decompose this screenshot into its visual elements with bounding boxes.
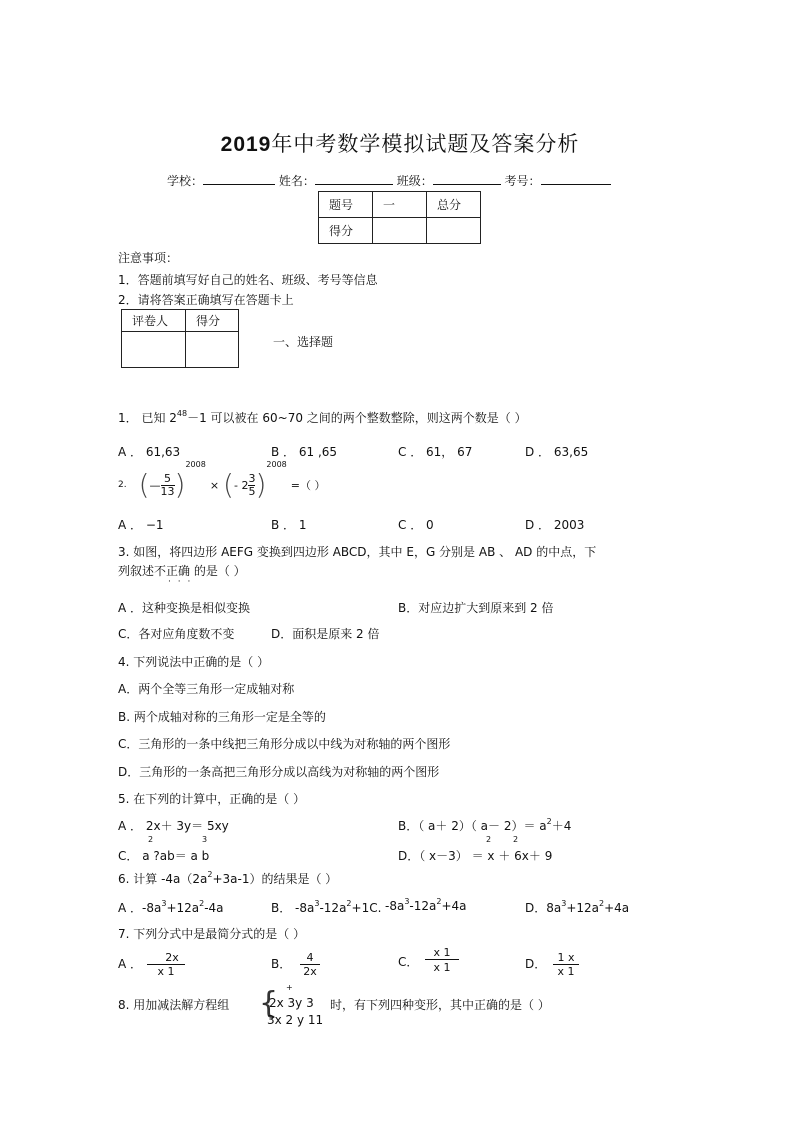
- q7-option-d-fraction: [553, 951, 579, 979]
- question-8-stem-pre: 8. 用加减法解方程组: [118, 998, 230, 1012]
- right-paren: ): [255, 468, 267, 501]
- q6-option-d[interactable]: [525, 899, 629, 916]
- q3-option-c[interactable]: C．各对应角度数不变: [118, 627, 235, 641]
- q5-option-a[interactable]: A ． 2x＋ 3y＝ 5xy: [118, 819, 229, 833]
- name-field[interactable]: [315, 172, 393, 185]
- q6-a-mid: +12a: [166, 901, 200, 915]
- q1-base: 2: [169, 411, 177, 425]
- q2-fraction-1-den: 13: [160, 484, 175, 498]
- q2-option-b[interactable]: B ． 1: [271, 518, 307, 532]
- q2-fraction-2-den: 5: [248, 484, 256, 498]
- system-equation-1: 2x 3y 3: [269, 996, 314, 1010]
- q2-option-d[interactable]: D ． 2003: [525, 518, 585, 532]
- plus-sign: +: [286, 983, 293, 992]
- q2-fraction-2-num: 3: [248, 471, 256, 485]
- superscript: 2: [546, 817, 552, 826]
- q7-option-a-label[interactable]: A ．: [118, 957, 143, 971]
- name-label: 姓名：: [278, 174, 315, 188]
- superscript: 2: [486, 835, 492, 844]
- q2-exponent-1: 2008: [185, 460, 206, 469]
- q6-a-pre: A ．-8a: [118, 901, 162, 915]
- notes-item: 2．请将答案正确填写在答题卡上: [118, 293, 294, 307]
- q7-option-b-fraction: [300, 951, 320, 979]
- q4-option-d[interactable]: D．三角形的一条高把三角形分成以高线为对称轴的两个图形: [118, 765, 440, 779]
- fraction-numerator: x 1: [433, 946, 451, 959]
- superscript: 2: [199, 899, 205, 908]
- superscript: 3: [202, 835, 208, 844]
- superscript: 2: [148, 835, 154, 844]
- q5-b-post: ＋4: [551, 819, 572, 833]
- fraction-denominator: x 1: [157, 965, 175, 978]
- q6-stem-post: +3a-1）的结果是（ ）: [212, 872, 338, 886]
- question-8-stem-post: 时，有下列四种变形，其中正确的是（ ）: [330, 998, 550, 1012]
- exam-no-field[interactable]: [541, 172, 611, 185]
- grader-table-header-cell: 得分: [186, 310, 239, 332]
- q2-option-c[interactable]: C ． 0: [398, 518, 434, 532]
- q6-option-b[interactable]: [271, 899, 381, 916]
- left-paren: (: [138, 468, 150, 501]
- q6-d-pre: D．8a: [525, 901, 562, 915]
- grader-table-header-cell: 评卷人: [122, 310, 186, 332]
- q1-option-a[interactable]: A ． 61,63: [118, 445, 181, 459]
- q2-fraction-2: [248, 473, 255, 498]
- score-table-cell[interactable]: [427, 218, 481, 244]
- q6-d-post: +4a: [604, 901, 630, 915]
- system-equation-2: 3x 2 y 11: [267, 1013, 324, 1027]
- score-table-header-cell: 总分: [427, 192, 481, 218]
- question-6-stem: [118, 870, 337, 887]
- score-table-cell[interactable]: [373, 218, 427, 244]
- question-4-stem: 4. 下列说法中正确的是（ ）: [118, 655, 270, 669]
- fraction-denominator: x 1: [557, 965, 575, 978]
- superscript: 2: [346, 899, 352, 908]
- q1-option-c[interactable]: C ． 61， 67: [398, 445, 473, 459]
- superscript: 2: [207, 870, 213, 879]
- page-title: [0, 128, 800, 158]
- q1-pre: 1． 已知: [118, 411, 166, 425]
- q7-option-a-fraction: [147, 951, 185, 979]
- question-2-stem: [118, 462, 325, 508]
- fraction-denominator: 2x: [303, 965, 317, 978]
- q6-b-post: +1C.: [351, 901, 382, 915]
- notes-heading: 注意事项：: [118, 251, 179, 265]
- q7-option-c-label[interactable]: C．: [398, 955, 419, 969]
- question-7-stem: 7. 下列分式中是最简分式的是（ ）: [118, 927, 306, 941]
- superscript: 2: [436, 897, 442, 906]
- q6-c-pre: -8a: [385, 899, 405, 913]
- score-table-header-cell: 一: [373, 192, 427, 218]
- q6-d-mid: +12a: [566, 901, 600, 915]
- q6-option-a[interactable]: [118, 899, 224, 916]
- q3-option-d[interactable]: D．面积是原来 2 倍: [271, 627, 380, 641]
- q7-option-c-fraction: [425, 946, 459, 976]
- score-table-header-cell: 题号: [319, 192, 373, 218]
- q2-fraction-1: [161, 473, 175, 498]
- emphasis-dots: · · ·: [168, 577, 193, 587]
- superscript: 2: [513, 835, 519, 844]
- q2-tail: =（ ）: [290, 479, 326, 492]
- left-brace: {: [259, 986, 279, 1021]
- title-text: 年中考数学模拟试题及答案分析: [271, 132, 580, 156]
- title-year: 2019: [220, 133, 272, 156]
- fraction-numerator: 1 x: [557, 951, 575, 964]
- score-table: [318, 191, 481, 244]
- superscript: 3: [314, 899, 320, 908]
- question-1-stem: [118, 409, 527, 426]
- fraction-numerator: 2x: [165, 951, 179, 964]
- class-field[interactable]: [433, 172, 501, 185]
- q2-option-a[interactable]: A ． −1: [118, 518, 164, 532]
- q2-minus: —: [149, 478, 161, 492]
- q3-option-a[interactable]: A ．这种变换是相似变换: [118, 601, 251, 615]
- superscript: 2: [599, 899, 605, 908]
- q6-c-mid: -12a: [409, 899, 437, 913]
- q2-exponent-2: 2008: [266, 460, 287, 469]
- q6-b-mid: -12a: [319, 901, 347, 915]
- section-heading: 一、选择题: [273, 335, 334, 349]
- q3-option-b[interactable]: B．对应边扩大到原来到 2 倍: [398, 601, 554, 615]
- exam-no-label: 考号：: [504, 174, 541, 188]
- notes-item: 1．答题前填写好自己的姓名、班级、考号等信息: [118, 273, 378, 287]
- q5-option-b[interactable]: [398, 817, 571, 834]
- q1-option-b[interactable]: B ． 61 ,65: [271, 445, 338, 459]
- grader-table-cell[interactable]: [122, 332, 186, 368]
- class-label: 班级：: [396, 174, 433, 188]
- q6-a-post: -4a: [204, 901, 224, 915]
- question-5-stem: 5. 在下列的计算中，正确的是（ ）: [118, 792, 306, 806]
- question-3-line-2: 列叙述不正确 的是（ ）: [118, 564, 246, 578]
- q2-fraction-1-num: 5: [164, 471, 172, 485]
- q2-number: 2.: [118, 480, 127, 490]
- times-sign: ×: [209, 478, 220, 492]
- q4-option-c[interactable]: C．三角形的一条中线把三角形分成以中线为对称轴的两个图形: [118, 737, 451, 751]
- q6-option-c[interactable]: [385, 899, 467, 913]
- q5-option-c[interactable]: C． a ?ab＝ a b: [118, 849, 210, 863]
- school-label: 学校：: [167, 174, 204, 188]
- fraction-numerator: 4: [306, 951, 314, 964]
- q7-option-d-label[interactable]: D．: [525, 957, 547, 971]
- q1-exponent: 48: [176, 409, 188, 418]
- student-info-line: [167, 172, 611, 189]
- school-field[interactable]: [203, 172, 275, 185]
- superscript: 3: [561, 899, 567, 908]
- q2-neg2: - 2: [233, 478, 249, 492]
- grader-table-cell[interactable]: [186, 332, 239, 368]
- q6-b-pre: B． -8a: [271, 901, 315, 915]
- left-paren: (: [223, 468, 234, 501]
- q7-option-b-label[interactable]: B．: [271, 957, 292, 971]
- score-table-cell: 得分: [319, 218, 373, 244]
- q1-post: －1 可以被在 60~70 之间的两个整数整除，则这两个数是（ ）: [187, 411, 527, 425]
- right-paren: ): [174, 468, 186, 501]
- q6-c-post: +4a: [441, 899, 467, 913]
- q4-option-a[interactable]: A．两个全等三角形一定成轴对称: [118, 682, 295, 696]
- superscript: 3: [404, 897, 410, 906]
- grader-table: [121, 309, 239, 368]
- superscript: 3: [161, 899, 167, 908]
- q5-option-d[interactable]: D．（ x－3） ＝ x ＋ 6x＋ 9: [398, 849, 553, 863]
- fraction-denominator: x 1: [433, 961, 451, 974]
- q1-option-d[interactable]: D ． 63,65: [525, 445, 589, 459]
- q5-b-pre: B．（ a＋ 2）（ a－ 2）＝ a: [398, 819, 547, 833]
- q4-option-b[interactable]: B. 两个成轴对称的三角形一定是全等的: [118, 710, 326, 724]
- q6-stem-pre: 6. 计算 -4a（2a: [118, 872, 208, 886]
- question-3-line-1: 3. 如图，将四边形 AEFG 变换到四边形 ABCD，其中 E，G 分别是 AB 、 AD 的中点，下: [118, 545, 597, 559]
